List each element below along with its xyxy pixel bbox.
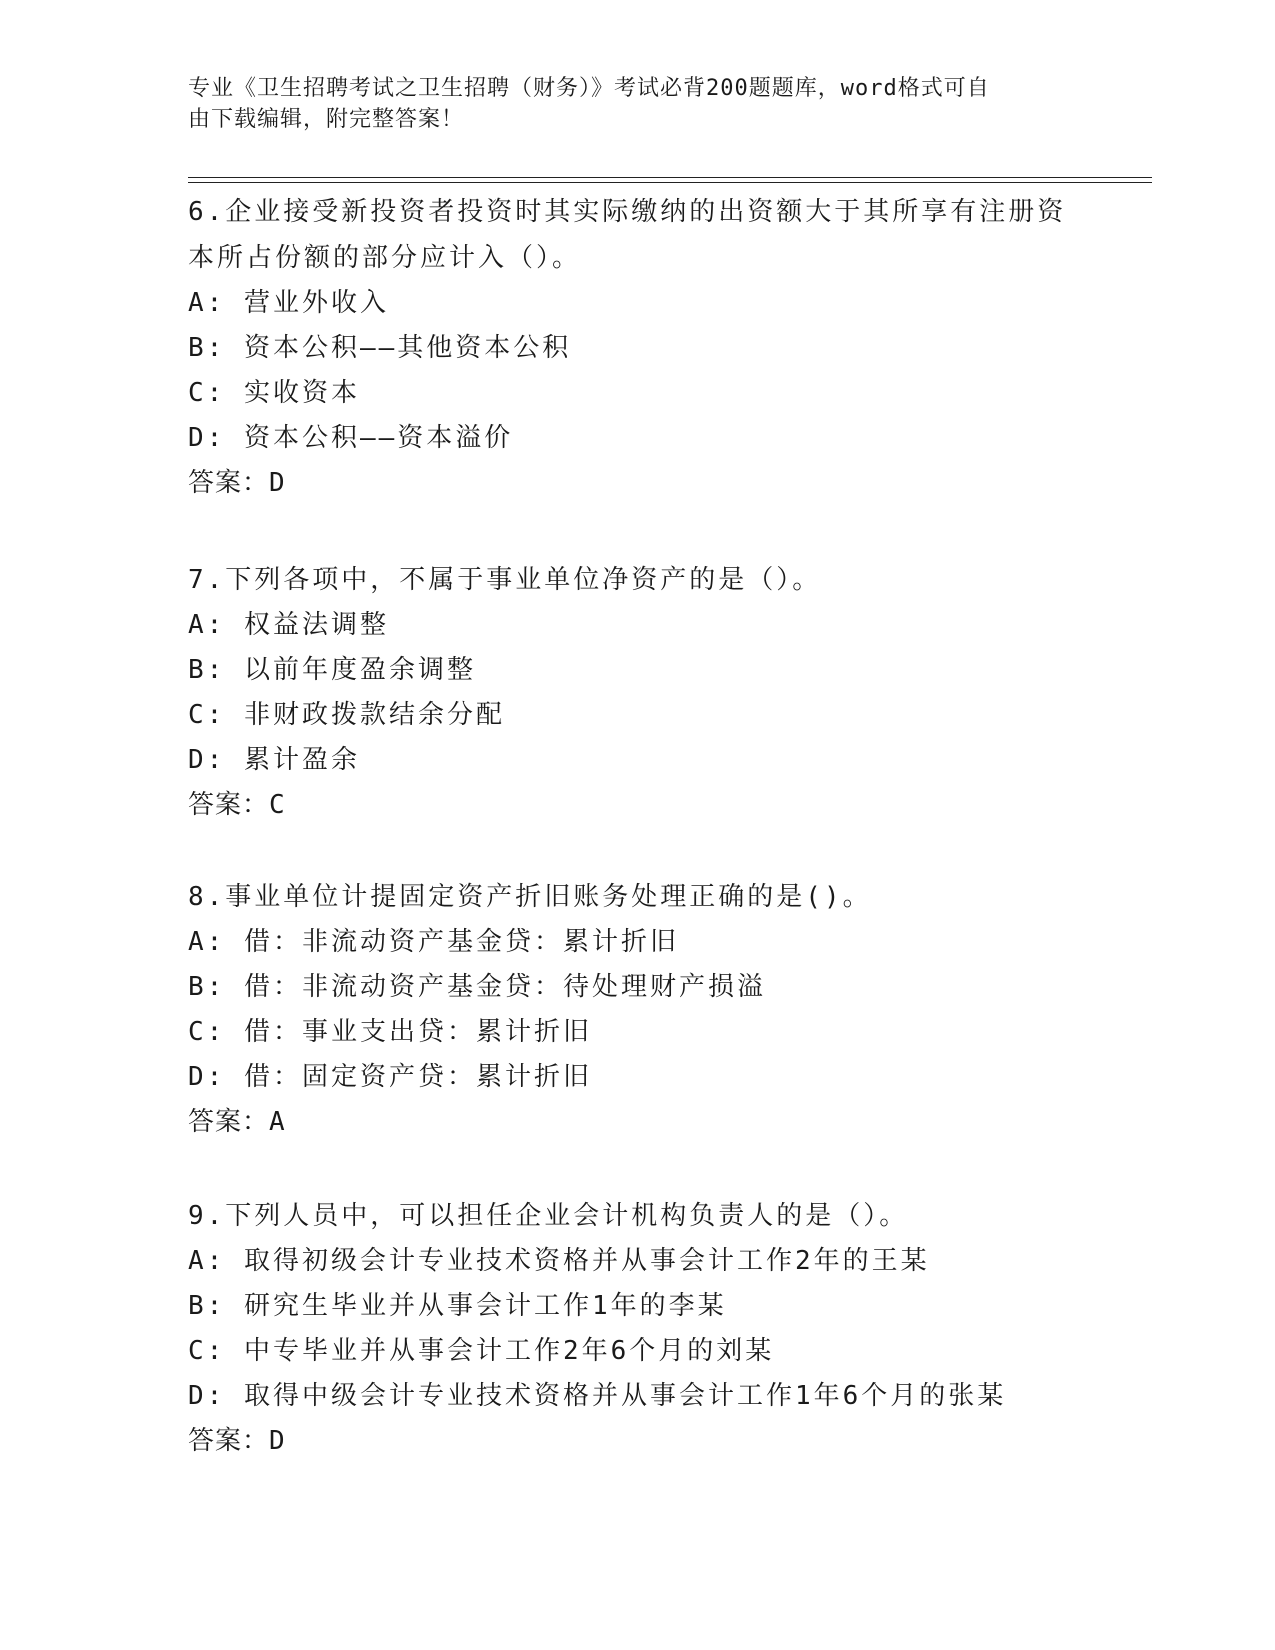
option-c: C: 借：事业支出贷：累计折旧 <box>188 1017 592 1047</box>
option-c: C: 中专毕业并从事会计工作2年6个月的刘某 <box>188 1336 775 1366</box>
question-text-cont: 本所占份额的部分应计入（）。 <box>188 243 582 273</box>
option-b: B: 资本公积——其他资本公积 <box>188 333 572 363</box>
option-d: D: 累计盈余 <box>188 745 360 775</box>
option-c: C: 实收资本 <box>188 378 360 408</box>
option-a: A: 权益法调整 <box>188 610 389 640</box>
answer: 答案：D <box>188 1426 286 1456</box>
header-divider <box>188 177 1152 183</box>
answer: 答案：A <box>188 1107 286 1137</box>
question-text: 9.下列人员中，可以担任企业会计机构负责人的是（）。 <box>188 1201 909 1231</box>
option-a: A: 营业外收入 <box>188 288 389 318</box>
answer: 答案：C <box>188 790 286 820</box>
option-c: C: 非财政拨款结余分配 <box>188 700 505 730</box>
question-7 <box>188 557 1078 828</box>
option-a: A: 取得初级会计专业技术资格并从事会计工作2年的王某 <box>188 1246 930 1276</box>
option-d: D: 资本公积——资本溢价 <box>188 423 514 453</box>
option-d: D: 取得中级会计专业技术资格并从事会计工作1年6个月的张某 <box>188 1381 1007 1411</box>
question-8 <box>188 874 1078 1145</box>
answer: 答案：D <box>188 468 286 498</box>
question-text: 7.下列各项中，不属于事业单位净资产的是（）。 <box>188 565 822 595</box>
document-header <box>188 73 1068 135</box>
question-9 <box>188 1193 1078 1464</box>
option-b: B: 研究生毕业并从事会计工作1年的李某 <box>188 1291 727 1321</box>
question-text: 6.企业接受新投资者投资时其实际缴纳的出资额大于其所享有注册资 <box>188 197 1067 227</box>
option-b: B: 以前年度盈余调整 <box>188 655 476 685</box>
header-line-2: 由下载编辑，附完整答案！ <box>188 107 465 132</box>
option-b: B: 借：非流动资产基金贷：待处理财产损溢 <box>188 972 766 1002</box>
question-6 <box>188 189 1078 506</box>
option-d: D: 借：固定资产贷：累计折旧 <box>188 1062 592 1092</box>
question-text: 8.事业单位计提固定资产折旧账务处理正确的是()。 <box>188 882 872 912</box>
header-line-1: 专业《卫生招聘考试之卫生招聘（财务）》考试必背200题题库，word格式可自 <box>188 76 990 101</box>
option-a: A: 借：非流动资产基金贷：累计折旧 <box>188 927 679 957</box>
